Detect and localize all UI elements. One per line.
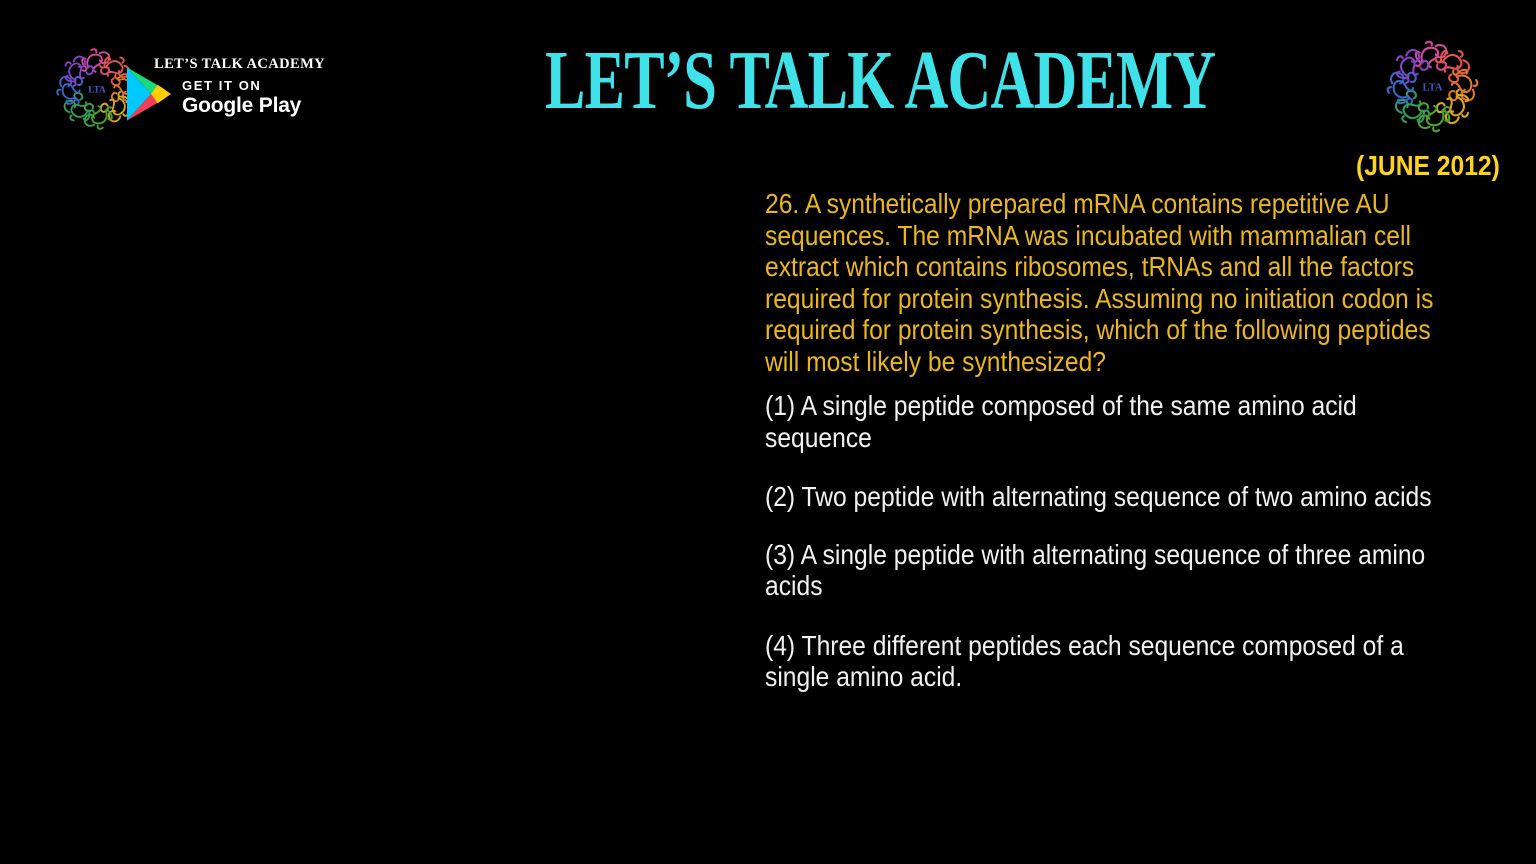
page-title xyxy=(545,34,1476,127)
google-play-badge xyxy=(154,56,325,118)
answer-option-1: (1) A single peptide composed of the same amino acid sequence xyxy=(765,390,1357,453)
answer-option-2: (2) Two peptide with alternating sequence of two amino acids xyxy=(765,481,1432,512)
badge-store-name: Google Play xyxy=(182,94,302,117)
answer-option-4: (4) Three different peptides each sequence composed of a single amino acid. xyxy=(765,629,1404,692)
logo-center-text: LTA xyxy=(88,85,106,96)
badge-get-it-on: GET IT ON xyxy=(182,78,262,93)
lta-protein-logo-icon xyxy=(1384,38,1481,135)
exam-date-badge: (JUNE 2012) xyxy=(1356,150,1500,181)
question-panel xyxy=(765,150,1500,693)
logo-center-text: LTA xyxy=(1422,82,1443,94)
page-title-text: LET’S TALK ACADEMY xyxy=(545,34,1216,127)
badge-academy-name: LET’S TALK ACADEMY xyxy=(154,56,326,72)
question-text: 26. A synthetically prepared mRNA contains repetitive AU sequences. The mRNA was incubated with mammalian cell extract which contains ribosomes, tRNAs and all the factors required for protein synthesis. Assuming no initiation codon is required for protein synthesis, which of the following peptides will most likely be synthesized? xyxy=(765,188,1434,377)
answer-option-3: (3) A single peptide with alternating sequence of three amino acids xyxy=(765,538,1426,601)
